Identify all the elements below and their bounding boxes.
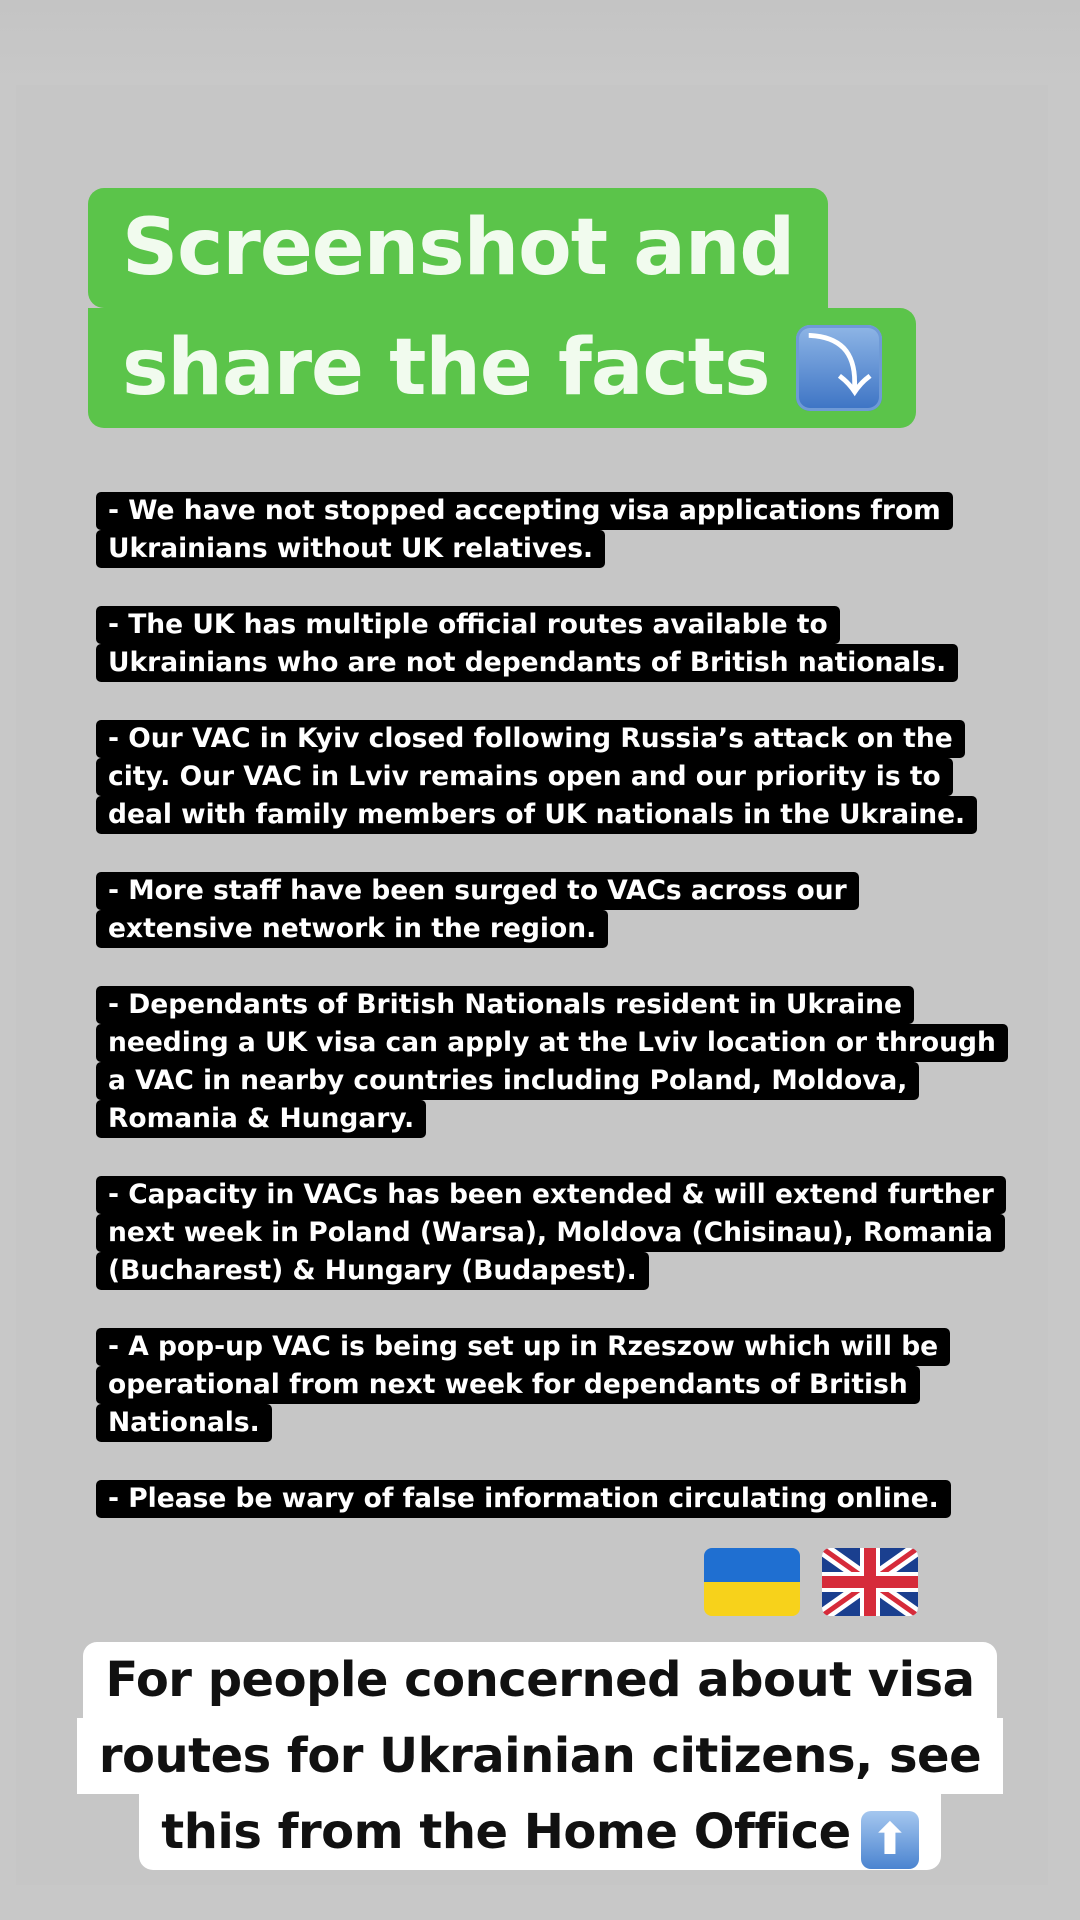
arrow-up-icon: ⬆ [861,1811,919,1869]
fact-line: city. Our VAC in Lviv remains open and our priority is to [96,758,953,796]
fact-line: - A pop-up VAC is being set up in Rzeszow which will be [96,1328,950,1366]
headline-line-2 [88,308,916,428]
caption-line-1: For people concerned about visa [83,1642,996,1718]
fact-block [96,720,996,834]
facts-list [96,492,996,1556]
fact-line: - Dependants of British Nationals resident in Ukraine [96,986,914,1024]
fact-line: - Capacity in VACs has been extended & will extend further [96,1176,1006,1214]
fact-line: extensive network in the region. [96,910,608,948]
fact-block [96,492,996,568]
fact-line: Ukrainians who are not dependants of British nationals. [96,644,958,682]
fact-line: - We have not stopped accepting visa applications from [96,492,953,530]
fact-block [96,872,996,948]
fact-line: - The UK has multiple official routes available to [96,606,840,644]
fact-block [96,1480,996,1518]
fact-line: Romania & Hungary. [96,1100,426,1138]
headline [88,188,916,428]
fact-line: deal with family members of UK nationals in the Ukraine. [96,796,977,834]
caption-line-2: routes for Ukrainian citizens, see [77,1718,1003,1794]
headline-line-2-text: share the facts [122,323,770,413]
fact-line: a VAC in nearby countries including Poland, Moldova, [96,1062,919,1100]
caption-line-3-text: this from the Home Office [161,1804,851,1860]
headline-line-1: Screenshot and [88,188,828,308]
fact-line: - More staff have been surged to VACs across our [96,872,859,910]
flags [704,1548,918,1616]
ukraine-flag-icon [704,1548,800,1616]
fact-line: - Please be wary of false information circulating online. [96,1480,951,1518]
fact-line: Nationals. [96,1404,272,1442]
fact-block [96,986,996,1138]
fact-line: Ukrainians without UK relatives. [96,530,605,568]
caption-line-3 [139,1794,940,1870]
fact-block [96,606,996,682]
caption [0,1642,1080,1870]
fact-line: (Bucharest) & Hungary (Budapest). [96,1252,649,1290]
arrow-down-right-icon: ⤵ [796,325,882,411]
fact-line: - Our VAC in Kyiv closed following Russia’s attack on the [96,720,965,758]
fact-line: needing a UK visa can apply at the Lviv location or through [96,1024,1008,1062]
fact-block [96,1328,996,1442]
fact-line: operational from next week for dependants of British [96,1366,920,1404]
uk-flag-icon [822,1548,918,1616]
fact-line: next week in Poland (Warsa), Moldova (Chisinau), Romania [96,1214,1005,1252]
fact-block [96,1176,996,1290]
